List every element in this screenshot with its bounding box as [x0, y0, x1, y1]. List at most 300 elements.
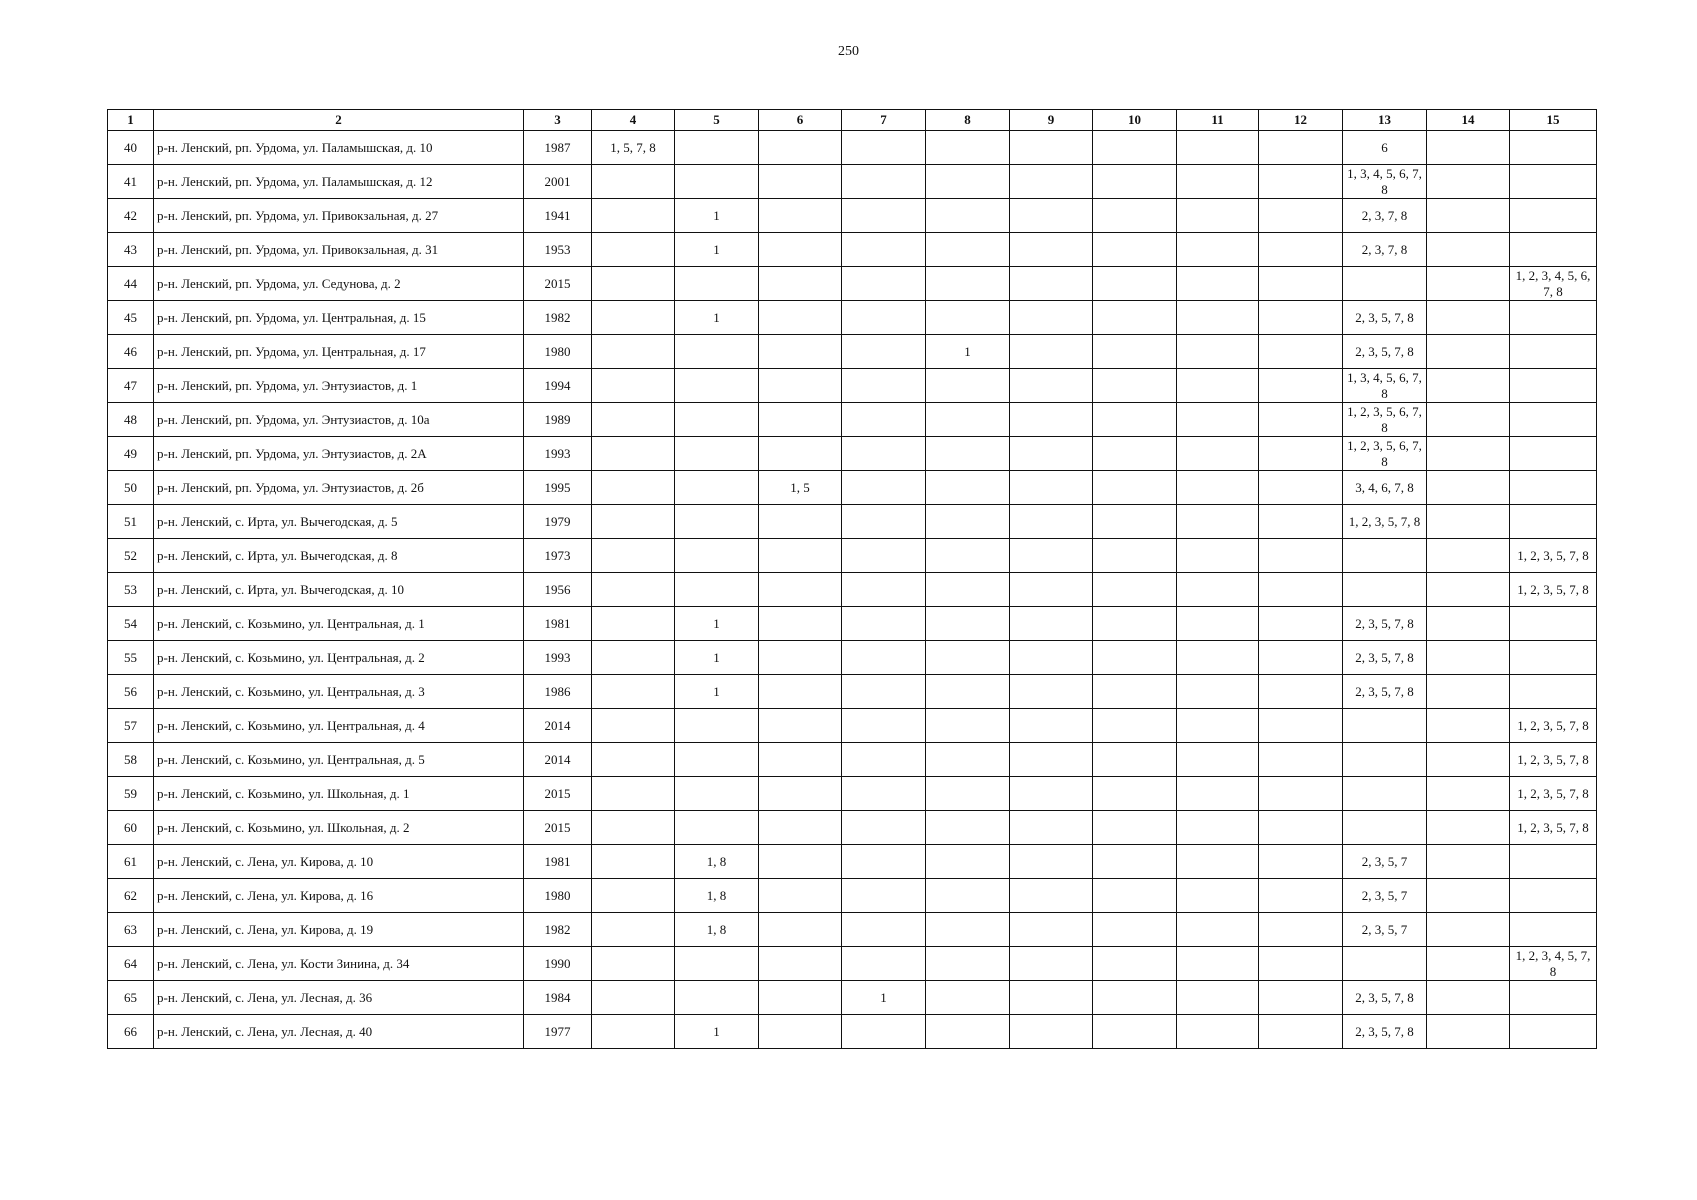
table-cell [759, 913, 842, 947]
table-cell [592, 539, 675, 573]
table-cell: 1 [926, 335, 1010, 369]
table-cell [592, 165, 675, 199]
table-cell [926, 165, 1010, 199]
table-cell [675, 267, 759, 301]
table-cell [1093, 879, 1177, 913]
table-cell [1510, 233, 1597, 267]
year-cell: 2015 [524, 267, 592, 301]
row-number-cell: 53 [108, 573, 154, 607]
address-cell: р-н. Ленский, рп. Урдома, ул. Энтузиастов, д. 2А [154, 437, 524, 471]
table-cell [592, 811, 675, 845]
table-cell [592, 641, 675, 675]
table-cell [592, 743, 675, 777]
table-cell [1177, 947, 1259, 981]
table-cell [759, 131, 842, 165]
column-header: 8 [926, 110, 1010, 131]
column-header: 13 [1343, 110, 1427, 131]
table-cell [759, 641, 842, 675]
table-cell: 1 [842, 981, 926, 1015]
table-cell [1177, 505, 1259, 539]
table-cell [592, 267, 675, 301]
table-cell [759, 1015, 842, 1049]
table-cell [759, 301, 842, 335]
table-cell [1177, 335, 1259, 369]
column-header: 10 [1093, 110, 1177, 131]
table-cell: 1 [675, 641, 759, 675]
table-cell: 1, 2, 3, 5, 7, 8 [1510, 743, 1597, 777]
table-cell: 2, 3, 5, 7, 8 [1343, 1015, 1427, 1049]
table-cell [1427, 743, 1510, 777]
table-cell [675, 709, 759, 743]
address-cell: р-н. Ленский, с. Козьмино, ул. Центральная, д. 1 [154, 607, 524, 641]
table-cell [1093, 369, 1177, 403]
table-cell [1177, 403, 1259, 437]
table-cell [842, 1015, 926, 1049]
table-cell [1259, 981, 1343, 1015]
table-row [108, 471, 1597, 505]
table-cell [926, 675, 1010, 709]
table-cell [926, 981, 1010, 1015]
table-cell [1259, 913, 1343, 947]
table-cell [759, 539, 842, 573]
table-cell [759, 403, 842, 437]
table-cell [759, 811, 842, 845]
table-cell [926, 471, 1010, 505]
column-header: 6 [759, 110, 842, 131]
table-cell [1427, 709, 1510, 743]
table-cell [592, 573, 675, 607]
table-cell [1010, 267, 1093, 301]
column-header: 1 [108, 110, 154, 131]
table-cell: 2, 3, 7, 8 [1343, 199, 1427, 233]
table-cell [675, 811, 759, 845]
table-cell [926, 505, 1010, 539]
table-cell [675, 743, 759, 777]
table-cell [1427, 573, 1510, 607]
table-cell [675, 573, 759, 607]
table-cell [1427, 675, 1510, 709]
table-cell [1510, 335, 1597, 369]
table-cell [759, 573, 842, 607]
table-cell [1093, 947, 1177, 981]
table-row [108, 505, 1597, 539]
table-cell [1259, 947, 1343, 981]
table-cell [842, 437, 926, 471]
year-cell: 1981 [524, 845, 592, 879]
table-cell [842, 233, 926, 267]
table-cell [592, 301, 675, 335]
address-cell: р-н. Ленский, с. Козьмино, ул. Школьная, д. 2 [154, 811, 524, 845]
table-cell [1427, 267, 1510, 301]
table-cell [675, 981, 759, 1015]
table-cell: 2, 3, 5, 7 [1343, 879, 1427, 913]
table-cell [842, 641, 926, 675]
row-number-cell: 61 [108, 845, 154, 879]
year-cell: 1980 [524, 335, 592, 369]
address-cell: р-н. Ленский, рп. Урдома, ул. Энтузиастов, д. 10а [154, 403, 524, 437]
table-cell [675, 505, 759, 539]
table-cell [592, 981, 675, 1015]
table-cell [592, 505, 675, 539]
address-cell: р-н. Ленский, рп. Урдома, ул. Паламышская, д. 10 [154, 131, 524, 165]
address-cell: р-н. Ленский, рп. Урдома, ул. Энтузиастов, д. 1 [154, 369, 524, 403]
table-cell [1093, 1015, 1177, 1049]
table-cell [1093, 267, 1177, 301]
column-header: 11 [1177, 110, 1259, 131]
address-cell: р-н. Ленский, с. Лена, ул. Кирова, д. 10 [154, 845, 524, 879]
table-cell [1259, 131, 1343, 165]
table-cell [1427, 369, 1510, 403]
row-number-cell: 44 [108, 267, 154, 301]
table-cell [759, 743, 842, 777]
table-cell [1510, 437, 1597, 471]
table-cell [1427, 811, 1510, 845]
table-cell [759, 709, 842, 743]
table-row [108, 233, 1597, 267]
table-cell: 3, 4, 6, 7, 8 [1343, 471, 1427, 505]
table-cell [1093, 335, 1177, 369]
table-row [108, 131, 1597, 165]
table-cell [1510, 199, 1597, 233]
table-cell [1093, 131, 1177, 165]
table-row [108, 879, 1597, 913]
table-cell [1093, 199, 1177, 233]
table-cell [926, 913, 1010, 947]
table-cell [1093, 981, 1177, 1015]
table-cell [1010, 335, 1093, 369]
address-cell: р-н. Ленский, с. Лена, ул. Лесная, д. 40 [154, 1015, 524, 1049]
table-cell [1177, 165, 1259, 199]
table-cell [1177, 301, 1259, 335]
column-header: 5 [675, 110, 759, 131]
table-cell [842, 335, 926, 369]
table-cell [1510, 403, 1597, 437]
table-cell [1510, 607, 1597, 641]
address-cell: р-н. Ленский, рп. Урдома, ул. Привокзальная, д. 27 [154, 199, 524, 233]
row-number-cell: 66 [108, 1015, 154, 1049]
year-cell: 1980 [524, 879, 592, 913]
address-cell: р-н. Ленский, с. Ирта, ул. Вычегодская, д. 8 [154, 539, 524, 573]
table-cell: 1, 5, 7, 8 [592, 131, 675, 165]
table-cell [1510, 131, 1597, 165]
table-cell [842, 675, 926, 709]
table-cell [675, 165, 759, 199]
table-cell: 1, 2, 3, 5, 6, 7, 8 [1343, 437, 1427, 471]
address-cell: р-н. Ленский, с. Козьмино, ул. Центральная, д. 2 [154, 641, 524, 675]
table-cell [1010, 369, 1093, 403]
table-cell [1510, 1015, 1597, 1049]
year-cell: 1973 [524, 539, 592, 573]
table-cell [592, 913, 675, 947]
table-cell [1510, 165, 1597, 199]
table-cell [1093, 403, 1177, 437]
table-cell [1427, 641, 1510, 675]
table-cell: 1 [675, 607, 759, 641]
year-cell: 2001 [524, 165, 592, 199]
table-cell [1093, 777, 1177, 811]
table-cell [675, 369, 759, 403]
table-cell [1259, 335, 1343, 369]
table-cell: 1 [675, 199, 759, 233]
address-cell: р-н. Ленский, с. Лена, ул. Кирова, д. 16 [154, 879, 524, 913]
address-cell: р-н. Ленский, с. Козьмино, ул. Центральная, д. 4 [154, 709, 524, 743]
table-cell [1093, 845, 1177, 879]
table-cell [842, 403, 926, 437]
table-row [108, 913, 1597, 947]
table-cell [759, 879, 842, 913]
table-cell [1010, 947, 1093, 981]
table-cell [1343, 573, 1427, 607]
column-header: 12 [1259, 110, 1343, 131]
table-cell [675, 131, 759, 165]
table-row [108, 573, 1597, 607]
table-cell: 1 [675, 675, 759, 709]
year-cell: 1941 [524, 199, 592, 233]
table-cell [926, 879, 1010, 913]
table-row [108, 777, 1597, 811]
table-cell [1177, 233, 1259, 267]
year-cell: 1977 [524, 1015, 592, 1049]
table-cell [1343, 709, 1427, 743]
year-cell: 1993 [524, 641, 592, 675]
table-cell [1010, 301, 1093, 335]
column-header: 7 [842, 110, 926, 131]
table-cell [842, 573, 926, 607]
table-row [108, 845, 1597, 879]
address-cell: р-н. Ленский, рп. Урдома, ул. Энтузиастов, д. 2б [154, 471, 524, 505]
row-number-cell: 40 [108, 131, 154, 165]
table-cell [1177, 845, 1259, 879]
table-row [108, 301, 1597, 335]
row-number-cell: 41 [108, 165, 154, 199]
table-cell [1259, 743, 1343, 777]
table-cell: 1, 2, 3, 5, 7, 8 [1510, 777, 1597, 811]
table-cell [1427, 233, 1510, 267]
table-cell [592, 471, 675, 505]
table-cell [1093, 471, 1177, 505]
table-cell [1427, 539, 1510, 573]
row-number-cell: 42 [108, 199, 154, 233]
table-cell [592, 777, 675, 811]
year-cell: 2014 [524, 709, 592, 743]
table-cell [592, 879, 675, 913]
year-cell: 2015 [524, 777, 592, 811]
table-cell [926, 437, 1010, 471]
year-cell: 1956 [524, 573, 592, 607]
table-cell [1177, 607, 1259, 641]
table-cell [1010, 845, 1093, 879]
table-cell [842, 845, 926, 879]
year-cell: 2014 [524, 743, 592, 777]
row-number-cell: 47 [108, 369, 154, 403]
table-cell [1010, 777, 1093, 811]
table-cell [759, 267, 842, 301]
table-cell [675, 947, 759, 981]
table-row [108, 709, 1597, 743]
table-cell [1010, 539, 1093, 573]
table-cell [842, 743, 926, 777]
table-cell [926, 777, 1010, 811]
column-header: 14 [1427, 110, 1510, 131]
table-cell [675, 403, 759, 437]
address-cell: р-н. Ленский, рп. Урдома, ул. Центральная, д. 15 [154, 301, 524, 335]
table-cell [1259, 403, 1343, 437]
row-number-cell: 65 [108, 981, 154, 1015]
table-cell [675, 335, 759, 369]
row-number-cell: 52 [108, 539, 154, 573]
year-cell: 2015 [524, 811, 592, 845]
table-cell: 1, 3, 4, 5, 6, 7, 8 [1343, 369, 1427, 403]
row-number-cell: 64 [108, 947, 154, 981]
table-cell [926, 301, 1010, 335]
address-cell: р-н. Ленский, рп. Урдома, ул. Центральная, д. 17 [154, 335, 524, 369]
address-cell: р-н. Ленский, с. Лена, ул. Кирова, д. 19 [154, 913, 524, 947]
row-number-cell: 58 [108, 743, 154, 777]
table-cell [926, 233, 1010, 267]
table-cell [1177, 199, 1259, 233]
row-number-cell: 57 [108, 709, 154, 743]
table-cell: 1, 8 [675, 913, 759, 947]
table-cell [1093, 743, 1177, 777]
table-cell [1427, 981, 1510, 1015]
table-cell [675, 471, 759, 505]
year-cell: 1993 [524, 437, 592, 471]
year-cell: 1982 [524, 913, 592, 947]
address-cell: р-н. Ленский, рп. Урдома, ул. Привокзальная, д. 31 [154, 233, 524, 267]
table-cell [1510, 675, 1597, 709]
table-cell [592, 199, 675, 233]
table-cell [1177, 709, 1259, 743]
table-cell [842, 539, 926, 573]
table-cell [1177, 879, 1259, 913]
year-cell: 1984 [524, 981, 592, 1015]
table-cell [1259, 437, 1343, 471]
table-cell [759, 981, 842, 1015]
table-cell [675, 777, 759, 811]
table-cell [759, 845, 842, 879]
table-cell: 6 [1343, 131, 1427, 165]
table-cell [842, 131, 926, 165]
table-cell [759, 607, 842, 641]
table-cell [759, 437, 842, 471]
table-cell [1093, 607, 1177, 641]
table-cell: 2, 3, 5, 7 [1343, 913, 1427, 947]
year-cell: 1995 [524, 471, 592, 505]
table-cell [1010, 403, 1093, 437]
table-cell [1427, 301, 1510, 335]
table-cell [1010, 743, 1093, 777]
table-cell [1510, 981, 1597, 1015]
table-cell: 1, 2, 3, 5, 7, 8 [1510, 709, 1597, 743]
table-cell [1427, 777, 1510, 811]
table-cell [1259, 471, 1343, 505]
table-cell [592, 403, 675, 437]
table-cell [1427, 403, 1510, 437]
table-cell: 1, 2, 3, 5, 6, 7, 8 [1343, 403, 1427, 437]
table-cell [1010, 879, 1093, 913]
table-cell [1010, 233, 1093, 267]
table-cell [675, 539, 759, 573]
table-cell: 2, 3, 5, 7, 8 [1343, 335, 1427, 369]
table-cell [842, 811, 926, 845]
table-cell [926, 607, 1010, 641]
table-cell [1427, 1015, 1510, 1049]
table-cell [1010, 131, 1093, 165]
table-cell [1093, 675, 1177, 709]
table-cell [926, 845, 1010, 879]
table-cell [1427, 471, 1510, 505]
table-cell [1177, 777, 1259, 811]
table-cell [1259, 233, 1343, 267]
table-cell [926, 743, 1010, 777]
table-cell [1427, 607, 1510, 641]
table-cell [842, 879, 926, 913]
table-cell [842, 267, 926, 301]
table-cell [1427, 437, 1510, 471]
table-cell [1427, 947, 1510, 981]
table-cell [926, 947, 1010, 981]
table-cell [1093, 437, 1177, 471]
table-cell [926, 709, 1010, 743]
year-cell: 1986 [524, 675, 592, 709]
table-cell [1343, 743, 1427, 777]
building-register-table [107, 109, 1597, 1049]
table-cell [842, 607, 926, 641]
table-cell [1259, 879, 1343, 913]
table-body [108, 131, 1597, 1049]
table-cell: 1, 2, 3, 5, 7, 8 [1510, 573, 1597, 607]
header-row [108, 110, 1597, 131]
table-row [108, 199, 1597, 233]
table-cell: 1, 2, 3, 4, 5, 7, 8 [1510, 947, 1597, 981]
year-cell: 1994 [524, 369, 592, 403]
table-cell [592, 675, 675, 709]
row-number-cell: 55 [108, 641, 154, 675]
table-row [108, 675, 1597, 709]
table-row [108, 811, 1597, 845]
table-cell [926, 811, 1010, 845]
row-number-cell: 49 [108, 437, 154, 471]
table-cell [1093, 165, 1177, 199]
row-number-cell: 59 [108, 777, 154, 811]
row-number-cell: 51 [108, 505, 154, 539]
table-cell [759, 777, 842, 811]
table-cell [1427, 913, 1510, 947]
table-cell [1093, 539, 1177, 573]
table-cell [1427, 845, 1510, 879]
table-cell [1177, 267, 1259, 301]
table-cell: 1, 8 [675, 879, 759, 913]
table-cell [1093, 505, 1177, 539]
table-cell [1177, 913, 1259, 947]
address-cell: р-н. Ленский, с. Козьмино, ул. Школьная, д. 1 [154, 777, 524, 811]
table-cell [1177, 437, 1259, 471]
table-cell [759, 675, 842, 709]
table-cell: 2, 3, 5, 7, 8 [1343, 301, 1427, 335]
table-row [108, 335, 1597, 369]
table-cell: 1, 2, 3, 4, 5, 6, 7, 8 [1510, 267, 1597, 301]
table-cell [1259, 777, 1343, 811]
table-cell [1259, 573, 1343, 607]
year-cell: 1989 [524, 403, 592, 437]
address-cell: р-н. Ленский, с. Ирта, ул. Вычегодская, д. 5 [154, 505, 524, 539]
table-cell [842, 369, 926, 403]
address-cell: р-н. Ленский, с. Ирта, ул. Вычегодская, д. 10 [154, 573, 524, 607]
table-cell [1177, 369, 1259, 403]
row-number-cell: 63 [108, 913, 154, 947]
table-row [108, 607, 1597, 641]
row-number-cell: 60 [108, 811, 154, 845]
